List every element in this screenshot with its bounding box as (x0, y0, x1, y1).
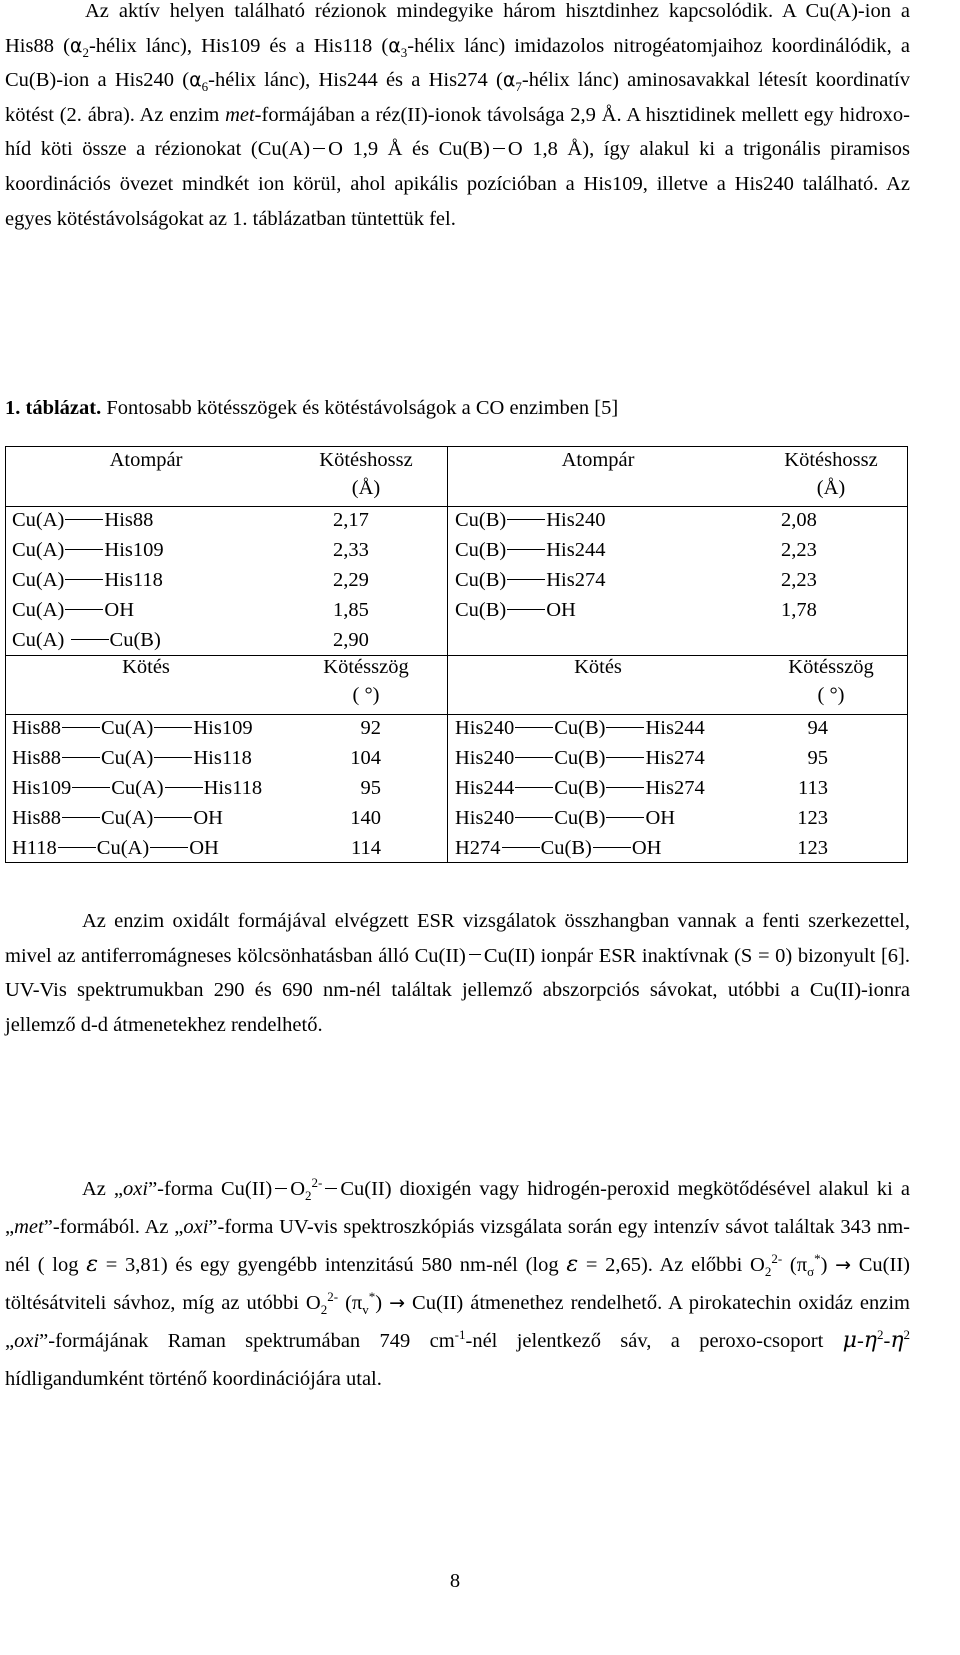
atom-b: Cu(B) (554, 777, 606, 799)
atom-c: His109 (193, 717, 253, 739)
bond-angle-value: 114 (351, 837, 381, 859)
atom-a: His109 (12, 777, 72, 799)
bond-line (507, 609, 545, 610)
right-arrow-icon: → (835, 1254, 852, 1276)
bond-angle-value: 123 (797, 807, 828, 829)
atom-c: His118 (203, 777, 263, 799)
atom-b: His109 (104, 539, 164, 561)
bond-line (62, 757, 100, 758)
header-koteshossz-left: Kötéshossz (319, 449, 413, 471)
bond-line (165, 787, 203, 788)
atom-pair-cell (12, 509, 153, 532)
paragraph-3: Az „oxi”-forma Cu(II) $O_2^{2-}$ Cu(II) dioxigén vagy hidrogén-peroxid megkötődésével alakul ki a „met”-formából. Az „oxi”-forma UV-vis spektroszkópiás vizsgálata során egy intenzív sávot találtak 343 nm-nél ( log ε = 3,81) és egy gyengébb intenzitású 580 nm-nél (log ε = 2,65). Az előbbi $O_2^{2-}$ $(\pi_\sigma^*) \to Cu(II)$ töltésátviteli sávhoz, míg az utóbbi $O_2^{2-}$ $(\pi_v^*) \to Cu(II)$ átmenethez rendelhető. A pirokatechin oxidáz enzim „oxi”-formájának Raman spektrumában 749 $cm^{-1}$-nél jelentkező sáv, a peroxo-csoport $\mu-\eta^2-\eta^2$ hídligandumként történő koordinációjára utal. (5, 1175, 910, 1390)
bond-angle-cell (455, 717, 705, 740)
atom-pair-cell (455, 509, 605, 532)
bond-line (71, 639, 109, 640)
bond-angle-value: 104 (350, 747, 381, 769)
atom-a: H118 (12, 837, 57, 859)
atom-pair-cell (12, 599, 134, 622)
header-atompar-left: Atompár (109, 449, 183, 471)
atom-b: Cu(B) (554, 717, 606, 739)
header-kotes-left: Kötés (122, 656, 170, 678)
bond-line (154, 757, 192, 758)
row-divider (448, 714, 908, 715)
bond-line (507, 579, 545, 580)
atom-pair-cell (12, 569, 163, 592)
atom-b: Cu(B) (540, 837, 592, 859)
bond-angle-cell (12, 807, 223, 830)
bond-line (150, 847, 188, 848)
page-number: 8 (449, 1570, 461, 1592)
bond-line (593, 847, 631, 848)
atom-a: Cu(B) (455, 539, 507, 561)
bond-line (606, 757, 644, 758)
atom-b: OH (104, 599, 134, 621)
atom-a: His88 (12, 717, 61, 739)
atom-c: His118 (193, 747, 252, 769)
atom-b: OH (546, 599, 576, 621)
bond-line (502, 847, 540, 848)
atom-b: Cu(A) (96, 837, 150, 859)
atom-pair-cell (455, 599, 576, 622)
atom-a: H274 (455, 837, 501, 859)
bond-angle-cell (455, 837, 661, 860)
bond-line (154, 727, 192, 728)
bond-line (606, 787, 644, 788)
paragraph-1: Az aktív helyen található rézionok mindegyike három hisztdinhez kapcsolódik. A Cu(A)-ion a His88 ($\alpha_2$-hélix lánc), His109 és a His118 ($\alpha_3$-hélix lánc) imidazolos nitrogéatomjaihoz koordinálódik, a Cu(B)-ion a His240 ($\alpha_6$-hélix lánc), His244 és a His274 ($\alpha_7$-hélix lánc) aminosavakkal létesít koordinatív kötést (2. ábra). Az enzim met-formájában a réz(II)-ionok távolsága 2,9 Å. A hisztidinek mellett egy hidroxo-híd köti össze a rézionokat (Cu(A) O 1,9 Å és Cu(B) O 1,8 Å), így alakul ki a trigonális piramisos koordinációs övezet mindkét ion körül, ahol apikális pozícióban a His109, illetve a His240 található. Az egyes kötéstávolságokat az 1. táblázatban tüntettük fel. (5, 0, 911, 230)
atom-b: His244 (546, 539, 606, 561)
atom-a: Cu(B) (455, 599, 507, 621)
bond-angle-cell (455, 777, 705, 800)
atom-a: His240 (455, 747, 515, 769)
header-unit-right: (Å) (816, 477, 846, 499)
atom-pair-cell (12, 629, 161, 652)
bond-angle-value: 92 (360, 717, 381, 739)
atom-b: His274 (546, 569, 606, 591)
bond-line (606, 817, 644, 818)
atom-b: His240 (546, 509, 606, 531)
atom-a: His240 (455, 807, 515, 829)
bond-angle-cell (455, 747, 705, 770)
bond-line (507, 519, 545, 520)
atom-a: Cu(A) (12, 539, 65, 561)
header-degree-left: ( °) (352, 684, 380, 706)
atom-c: OH (631, 837, 662, 859)
bond-line (65, 609, 103, 610)
atom-b: Cu(A) (111, 777, 164, 799)
paragraph-2: Az enzim oxidált formájával elvégzett ESR vizsgálatok összhangban vannak a fenti szerkezettel, mivel az antiferromágneses kölcsönhatásban álló Cu(II) Cu(II) ionpár ESR inaktívnak (S = 0) bizonyult [6]. UV-Vis spektrumukban 290 és 690 nm-nél találtak jellemző abszorpciós sávokat, utóbbi a Cu(II)-ionra jellemző d-d átmenetekhez rendelhető. (5, 910, 910, 1036)
row-divider (448, 506, 908, 507)
bond-angle-value: 95 (807, 747, 828, 769)
bond-line (606, 727, 644, 728)
bond-length-value: 2,23 (781, 539, 817, 561)
atom-a: His88 (12, 747, 61, 769)
header-degree-right: ( °) (817, 684, 845, 706)
bond-line (62, 727, 100, 728)
atom-a: Cu(B) (455, 509, 507, 531)
bond-angle-cell (455, 807, 675, 830)
atom-a: His240 (455, 717, 515, 739)
atom-a: Cu(A) (12, 599, 65, 621)
atom-pair-cell (455, 539, 605, 562)
atom-a: Cu(A) (12, 629, 70, 651)
bond-line (65, 519, 103, 520)
bond-length-value: 2,29 (333, 569, 369, 591)
bond-length-value: 2,08 (781, 509, 817, 531)
bond-angle-value: 94 (807, 717, 828, 739)
row-divider (6, 714, 447, 715)
atom-a: Cu(A) (12, 569, 65, 591)
atom-a: His88 (12, 807, 61, 829)
bond-line (507, 549, 545, 550)
atom-c: OH (645, 807, 676, 829)
right-arrow-icon: → (389, 1292, 406, 1314)
header-koteshossz-right: Kötéshossz (784, 449, 878, 471)
bond-angle-cell (12, 717, 253, 740)
atom-pair-cell (12, 539, 164, 562)
table-caption: 1. táblázat. Fontosabb kötésszögek és kötéstávolságok a CO enzimben [5] (5, 397, 619, 419)
bond-table (5, 446, 908, 863)
bond-line (65, 579, 103, 580)
header-kotes-right: Kötés (574, 656, 622, 678)
atom-b: Cu(B) (554, 747, 606, 769)
atom-c: His244 (645, 717, 705, 739)
atom-a: Cu(A) (12, 509, 65, 531)
bond-angle-cell (12, 837, 219, 860)
bond-length-value: 2,90 (333, 629, 369, 651)
bond-line (515, 817, 553, 818)
bond-length-value: 2,17 (333, 509, 369, 531)
bond-line (515, 757, 553, 758)
row-divider (6, 506, 447, 507)
atom-a: Cu(B) (455, 569, 507, 591)
bond-line (515, 787, 553, 788)
bond-length-value: 2,23 (781, 569, 817, 591)
bond-line (58, 847, 96, 848)
atom-b: Cu(A) (100, 807, 154, 829)
atom-b: His118 (104, 569, 163, 591)
bond-angle-cell (12, 777, 262, 800)
bond-line (62, 817, 100, 818)
bond-line (515, 727, 553, 728)
atom-c: His274 (645, 777, 705, 799)
bond-length-value: 2,33 (333, 539, 369, 561)
header-atompar-right: Atompár (561, 449, 635, 471)
bond-angle-cell (12, 747, 252, 770)
atom-b: Cu(B) (554, 807, 606, 829)
bond-angle-value: 95 (360, 777, 381, 799)
header-unit-left: (Å) (351, 477, 381, 499)
atom-c: OH (193, 807, 223, 829)
bond-angle-value: 113 (798, 777, 828, 799)
atom-a: His244 (455, 777, 515, 799)
atom-b: Cu(A) (100, 717, 154, 739)
atom-c: His274 (645, 747, 705, 769)
atom-b: Cu(A) (100, 747, 154, 769)
bond-angle-value: 140 (350, 807, 381, 829)
atom-b: His88 (104, 509, 154, 531)
bond-line (65, 549, 103, 550)
bond-length-value: 1,85 (333, 599, 369, 621)
atom-b: Cu(B) (109, 629, 161, 651)
atom-c: OH (189, 837, 219, 859)
header-koteszog-right: Kötésszög (788, 656, 874, 678)
header-koteszog-left: Kötésszög (323, 656, 409, 678)
atom-pair-cell (455, 569, 605, 592)
bond-length-value: 1,78 (781, 599, 817, 621)
bond-line (154, 817, 192, 818)
bond-line (72, 787, 110, 788)
bond-angle-value: 123 (797, 837, 828, 859)
